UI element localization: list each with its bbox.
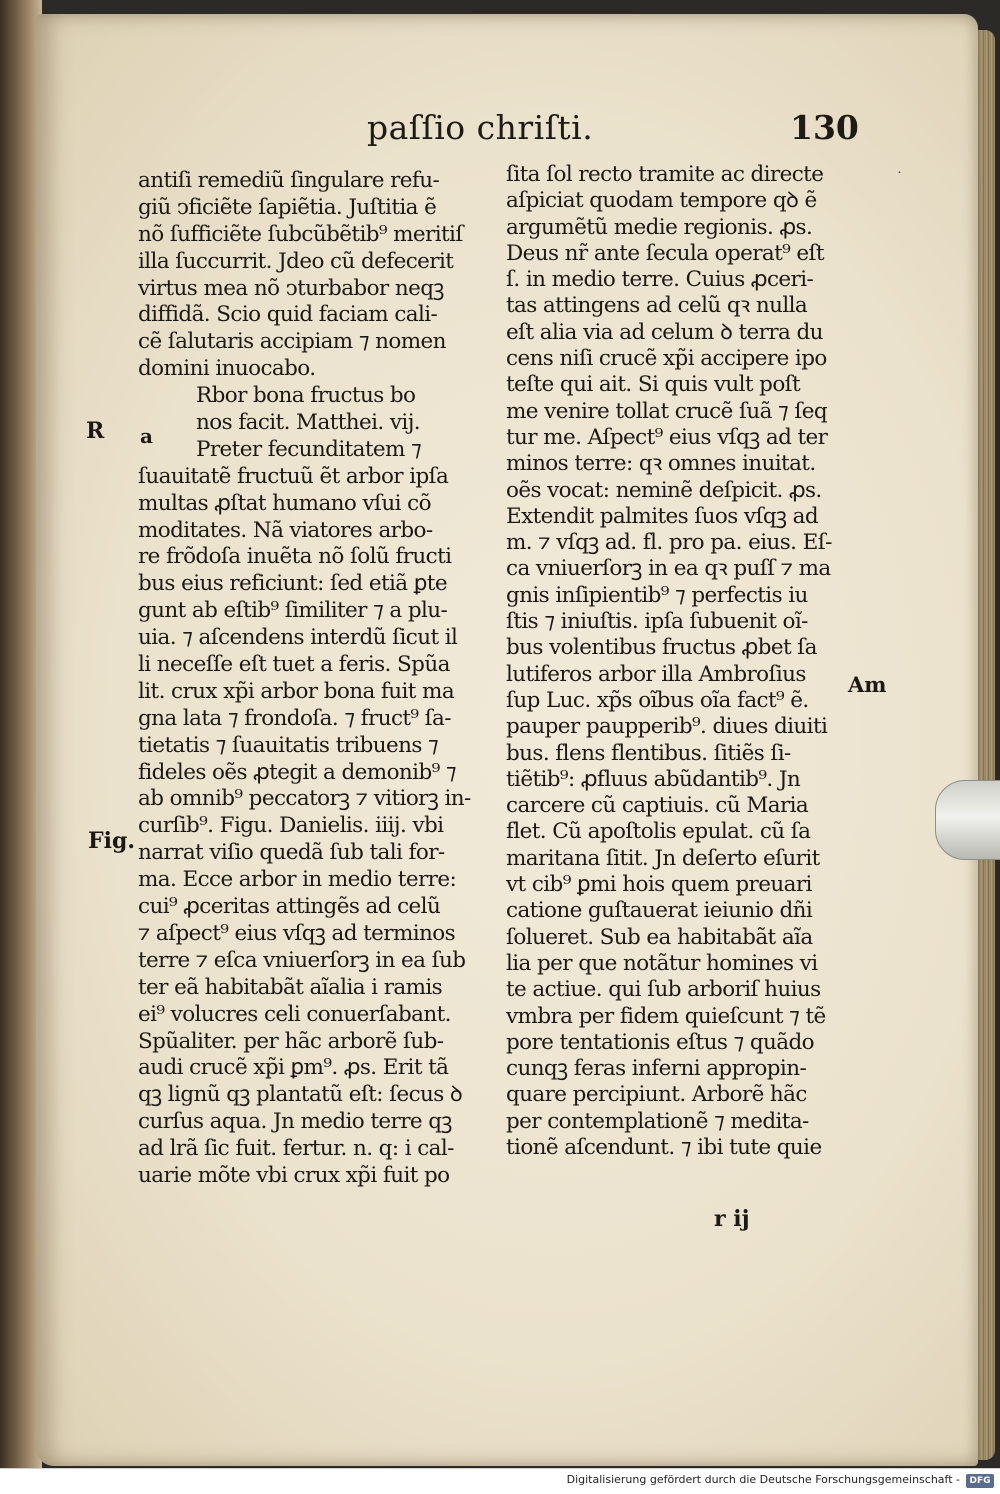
text-line: li neceſſe eſt tuet a feris. Spũa	[138, 652, 450, 678]
text-line: vt cib⁹ ꝑmi hois quem preuari	[506, 872, 812, 898]
text-line: eſt alia via ad celum ꝺ terra du	[506, 319, 823, 345]
text-line: carcere cũ captiuis. cũ Maria	[506, 793, 809, 819]
text-line: curſib⁹. Figu. Danielis. iiij. vbi	[138, 813, 444, 839]
text-line: curſus aqua. Jn medio terre qꝫ	[138, 1109, 452, 1135]
page-clip	[935, 780, 1000, 860]
text-line: ab omnib⁹ peccatorꝫ ⁊ vitiorꝫ in-	[138, 786, 471, 812]
running-title: paſſio chriſti.	[367, 108, 594, 147]
text-line: vmbra per fidem quieſcunt ⁊ tẽ	[506, 1003, 826, 1029]
text-line: Extendit palmites ſuos vſqꝫ ad	[506, 503, 818, 529]
text-line: ma. Ecce arbor in medio terre:	[138, 867, 457, 893]
marginal-fig-note: Fig.	[88, 828, 136, 854]
text-line: Spũaliter. per hãc arborẽ ſub-	[138, 1028, 444, 1054]
text-line: flet. Cũ apoſtolis epulat. cũ ſa	[506, 819, 811, 845]
text-line: narrat viſio quedã ſub tali for-	[138, 840, 445, 866]
text-line: tiẽtib⁹: ꝓfluus abũdantib⁹. Jn	[506, 766, 801, 792]
text-line: te actiue. qui ſub arboriſ huius	[506, 977, 821, 1003]
text-line: antiſi remediũ ſingulare refu-	[138, 168, 440, 193]
text-line: cens niſi crucẽ xp̃i accipere ipo	[506, 346, 827, 372]
text-line: domini inuocabo.	[138, 356, 316, 382]
marginal-initial-mark: R	[86, 418, 105, 444]
text-line: terre ⁊ eſca vniuerſorꝫ in ea ſub	[138, 947, 466, 973]
text-line: tas attingens ad celũ qꝛ nulla	[506, 293, 808, 319]
folio-number: 130	[790, 108, 859, 147]
text-line: cui⁹ ꝓceritas attingẽs ad celũ	[138, 894, 441, 920]
text-line: lia per que notãtur homines vi	[506, 950, 818, 976]
text-line: moditates. Nã viatores arbo-	[138, 517, 433, 543]
text-line: ad lrã ſic fuit. fertur. n. q: i cal-	[138, 1136, 454, 1162]
text-line: nõ ſufficiẽte ſubcũbẽtib⁹ meritiſ	[138, 221, 463, 247]
text-line: gunt ab eſtib⁹ ſimiliter ⁊ a plu-	[138, 598, 448, 624]
text-line: Preter fecunditatem ⁊	[196, 436, 422, 462]
text-line: nos facit. Matthei. vij.	[196, 410, 421, 436]
text-line: cẽ ſalutaris accipiam ⁊ nomen	[138, 329, 446, 355]
text-line: Deus nr̃ ante ſecula operat⁹ eſt	[506, 240, 824, 266]
text-line: uarie mõte vbi crux xp̃i fuit po	[138, 1162, 450, 1188]
signature-mark: r ij	[714, 1206, 750, 1232]
left-text-column	[138, 168, 498, 1190]
text-line: diffidã. Scio quid faciam cali-	[138, 302, 438, 328]
text-line: minos terre: qꝛ omnes inuitat.	[506, 451, 816, 477]
page-block-edge	[975, 30, 995, 1460]
text-line: ei⁹ volucres celi conuerſabant.	[138, 1001, 451, 1027]
right-text-column	[506, 162, 866, 1161]
text-line: ter eã habitabãt aĩalia i ramis	[138, 974, 443, 1000]
dfg-logo: DFG	[966, 1474, 994, 1488]
text-line: ſuauitatẽ fructuũ ẽt arbor ipſa	[138, 463, 449, 489]
text-line: me venire tollat crucẽ ſuã ⁊ ſeq	[506, 398, 827, 424]
text-line: pore tentationis eſtus ⁊ quãdo	[506, 1029, 814, 1055]
text-line: giũ ↄficiẽte ſapiẽtia. Juſtitia ẽ	[138, 194, 437, 220]
text-line: bus. flens flentibus. ſitiẽs ſi-	[506, 740, 791, 766]
text-line: virtus mea nõ ↄturbabor neqꝫ	[138, 275, 444, 301]
text-line: bus volentibus fructus ꝓbet ſa	[506, 635, 817, 661]
text-line: bus eius reficiunt: ſed etiã ꝑte	[138, 571, 447, 597]
text-line: Rbor bona fructus bo	[196, 383, 416, 409]
text-line: cunqꝫ feras inferni appropin-	[506, 1056, 807, 1082]
text-line: multas ꝓſtat humano vſui cõ	[138, 490, 431, 516]
text-line: teſte qui ait. Si quis vult poſt	[506, 372, 801, 398]
text-line: gnis inſipientib⁹ ⁊ perfectis iu	[506, 582, 808, 608]
text-line: m. ⁊ vſqꝫ ad. fl. pro pa. eius. Eſ-	[506, 530, 832, 556]
text-line: gna lata ⁊ frondoſa. ⁊ fruct⁹ ſa-	[138, 705, 451, 731]
marginal-guide-letter: a	[140, 424, 153, 448]
ink-speck: ˙	[896, 170, 903, 186]
footer-bar	[0, 1468, 1000, 1494]
text-line: audi crucẽ xp̃i ꝑm⁹. ꝓs. Erit tã	[138, 1055, 449, 1081]
text-line: illa ſuccurrit. Jdeo cũ defecerit	[138, 248, 454, 274]
text-line: tionẽ aſcendunt. ⁊ ibi tute quie	[506, 1134, 822, 1160]
text-line: maritana ſitit. Jn deſerto eſurit	[506, 845, 820, 871]
text-line: argumẽtũ medie regionis. ꝓs.	[506, 214, 813, 240]
text-line: catione guſtauerat ieiunio dñi	[506, 898, 813, 924]
text-line: lutiferos arbor illa Ambroſius	[506, 661, 806, 687]
text-line: ſita ſol recto tramite ac directe	[506, 162, 824, 187]
text-line: lit. crux xp̃i arbor bona fuit ma	[138, 678, 455, 704]
text-line: ſup Luc. xp̃s oĩbus oĩa fact⁹ ẽ.	[506, 687, 809, 713]
footer-credit: Digitalisierung gefördert durch die Deutsche Forschungsgemeinschaft -	[566, 1473, 960, 1486]
text-line: oẽs vocat: neminẽ deſpicit. ꝓs.	[506, 477, 822, 503]
text-line: tietatis ⁊ ſuauitatis tribuens ⁊	[138, 732, 439, 758]
text-line: fideles oẽs ꝓtegit a demonib⁹ ⁊	[138, 759, 456, 785]
text-line: uia. ⁊ aſcendens interdũ ſicut il	[138, 625, 458, 651]
text-line: ⁊ aſpect⁹ eius vſqꝫ ad terminos	[138, 920, 456, 946]
text-line: per contemplationẽ ⁊ medita-	[506, 1108, 809, 1134]
text-line: pauper paupperib⁹. diues diuiti	[506, 714, 828, 740]
text-line: ca vniuerſorꝫ in ea qꝛ puſſ ⁊ ma	[506, 556, 831, 582]
text-line: re frõdoſa inuẽta nõ ſolũ fructi	[138, 544, 452, 570]
text-line: ſolueret. Sub ea habitabãt aĩa	[506, 924, 813, 950]
text-line: quare percipiunt. Arborẽ hãc	[506, 1082, 807, 1108]
text-line: aſpiciat quodam tempore qꝺ ẽ	[506, 188, 817, 214]
text-line: ſtis ⁊ iniuſtis. ipſa ſubuenit oĩ-	[506, 609, 808, 635]
text-line: qꝫ lignũ qꝫ plantatũ eſt: ſecus ꝺ	[138, 1082, 463, 1108]
marginal-ambrosius-note: Am	[848, 672, 887, 697]
text-line: tur me. Aſpect⁹ eius vſqꝫ ad ter	[506, 424, 828, 450]
text-line: ſ. in medio terre. Cuius ꝓceri-	[506, 267, 814, 293]
